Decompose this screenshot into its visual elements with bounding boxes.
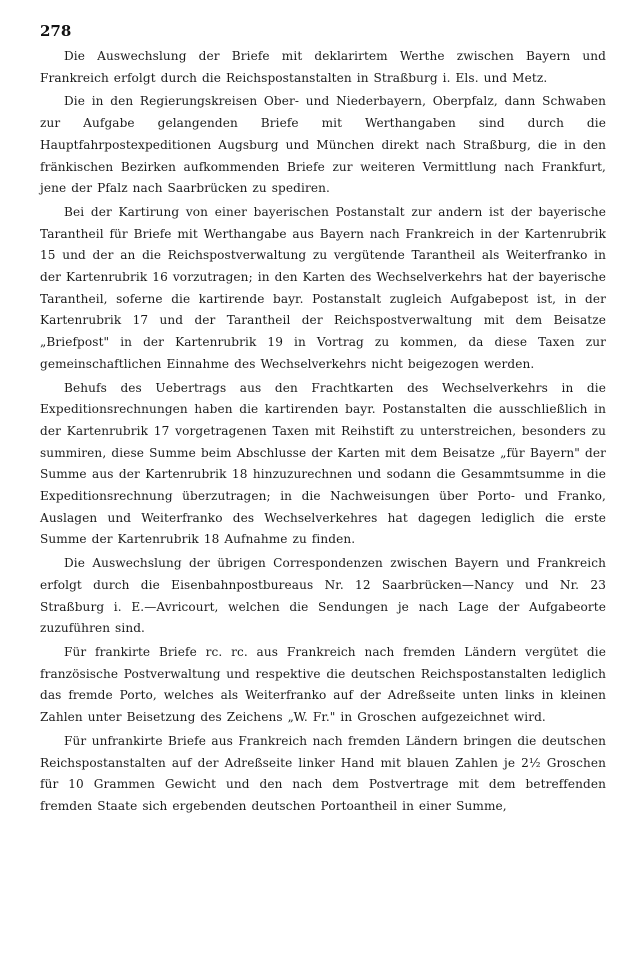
paragraph-value-letters-exchange: Die Auswechslung der Briefe mit deklarirtem Werthe zwischen Bayern und Frankreich erfolgt durch die Reichspostanstalten in Straßburg i. Els. und Metz. bbox=[40, 49, 606, 85]
paragraph-prepaid-letters: Für frankirte Briefe rc. rc. aus Frankreich nach fremden Ländern vergütet die französische Postverwaltung und respektive die deutschen Reichspostanstalten lediglich das fremde Porto, welches als Weiterfranko auf der Adreßseite unten links in kleinen Zahlen unter Beisetzung des Zeichens „W. Fr." in Groschen aufgezeichnet wird. bbox=[40, 644, 606, 725]
paragraph-unpaid-letters: Für unfrankirte Briefe aus Frankreich nach fremden Ländern bringen die deutschen Reichspostanstalten auf der Adreßseite linker Hand mit blauen Zahlen je 2½ Groschen für 10 Grammen Gewicht und den nach dem Postvertrage mit dem betreffenden fremden Staate sich ergebenden deutschen Portoantheil in einer Summe, bbox=[40, 733, 606, 813]
body-text bbox=[40, 46, 606, 818]
paragraph-routing-by-region: Die in den Regierungskreisen Ober- und Niederbayern, Oberpfalz, dann Schwaben zur Aufgabe gelangenden Briefe mit Werthangaben sind durch die Hauptfahrpostexpeditionen Augsburg und München direkt nach Straßburg, die in den fränkischen Bezirken aufkommenden Briefe zur weiteren Vermittlung nach Frankfurt, jene der Pfalz nach Saarbrücken zu spediren. bbox=[40, 94, 606, 196]
paragraph-other-correspondence: Die Auswechslung der übrigen Correspondenzen zwischen Bayern und Frankreich erfolgt durch die Eisenbahnpostbureaus Nr. 12 Saarbrücken—Nancy und Nr. 23 Straßburg i. E.—Avricourt, welchen die Sendungen je nach Lage der Aufgabeorte zuzuführen sind. bbox=[40, 556, 606, 636]
paragraph-account-transfer: Behufs des Uebertrags aus den Frachtkarten des Wechselverkehrs in die Expeditionsrechnungen haben die kartirenden bayr. Postanstalten die ausschließlich in der Kartenrubrik 17 vorgetragenen Taxen mit Reihstift zu unterstreichen, besonders zu summiren, diese Summe beim Abschlusse der Karten mit dem Beisatze „für Bayern" der Summe aus der Kartenrubrik 18 hinzuzurechnen und sodann die Gesammtsumme in die Expeditionsrechnung überzutragen; in die Nachweisungen über Porto- und Franko, Auslagen und Weiterfranko des Wechselverkehres hat dagegen lediglich die erste Summe der Kartenrubrik 18 Aufnahme zu finden. bbox=[40, 380, 606, 547]
page-number: 278 bbox=[40, 22, 72, 40]
paragraph-tariff-recording: Bei der Kartirung von einer bayerischen Postanstalt zur andern ist der bayerische Tarantheil für Briefe mit Werthangabe aus Bayern nach Frankreich in der Kartenrubrik 15 und der an die Reichspostverwaltung zu vergütende Tarantheil als Weiterfranko in der Kartenrubrik 16 vorzutragen; in den Karten des Wechselverkehrs hat der bayerische Tarantheil, soferne die kartirende bayr. Postanstalt zugleich Aufgabepost ist, in der Kartenrubrik 17 und der Tarantheil der Reichspostverwaltung mit dem Beisatze „Briefpost" in der Kartenrubrik 19 in Vortrag zu kommen, da diese Taxen zur gemeinschaftlichen Einnahme des Wechselverkehrs nicht beigezogen werden. bbox=[40, 204, 606, 371]
